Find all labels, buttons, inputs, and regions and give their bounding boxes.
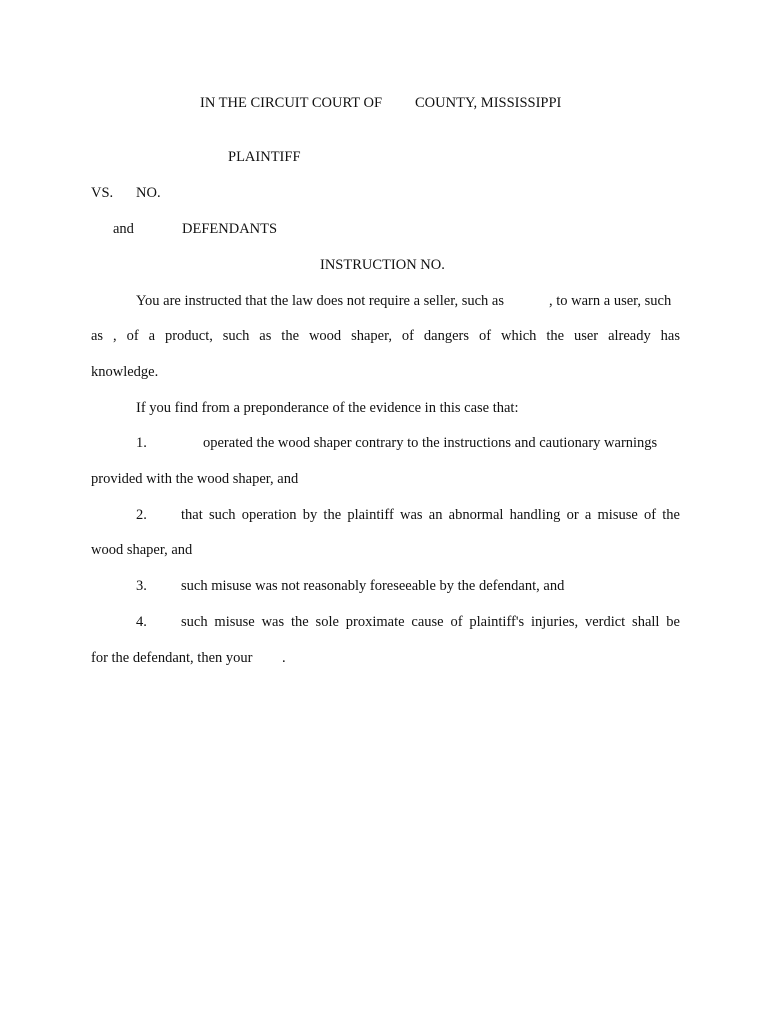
item1-line2: provided with the wood shaper, and [91, 471, 299, 487]
and-label: and [113, 221, 134, 237]
item1-line1: operated the wood shaper contrary to the instructions and cautionary warnings [203, 435, 658, 451]
paragraph1-line2: as , of a product, such as the wood shaper, of dangers of which the user already has [91, 328, 680, 344]
item4-line1: such misuse was the sole proximate cause of plaintiff's injuries, verdict shall be [181, 614, 680, 630]
item4-line2-end: . [282, 650, 286, 666]
instruction-title: INSTRUCTION NO. [320, 257, 445, 273]
case-number-label: NO. [136, 185, 161, 201]
paragraph1-line1-b: , to warn a user, such [549, 293, 672, 309]
court-heading-left: IN THE CIRCUIT COURT OF [200, 95, 383, 111]
defendants-label: DEFENDANTS [182, 221, 278, 237]
item4-number: 4. [136, 614, 147, 630]
item4-line2: for the defendant, then your [91, 650, 253, 666]
item3-line1: such misuse was not reasonably foreseeable by the defendant, and [181, 578, 565, 594]
item3-number: 3. [136, 578, 147, 594]
item2-line1: that such operation by the plaintiff was an abnormal handling or a misuse of the [181, 507, 680, 523]
item2-line2: wood shaper, and [91, 542, 193, 558]
paragraph1-line3: knowledge. [91, 364, 159, 380]
item2-number: 2. [136, 507, 147, 523]
item1-number: 1. [136, 435, 147, 451]
plaintiff-label: PLAINTIFF [228, 149, 301, 165]
vs-label: VS. [91, 185, 114, 201]
paragraph2: If you find from a preponderance of the evidence in this case that: [136, 400, 519, 416]
court-heading-right: COUNTY, MISSISSIPPI [415, 95, 562, 111]
paragraph1-line1-a: You are instructed that the law does not require a seller, such as [136, 293, 504, 309]
